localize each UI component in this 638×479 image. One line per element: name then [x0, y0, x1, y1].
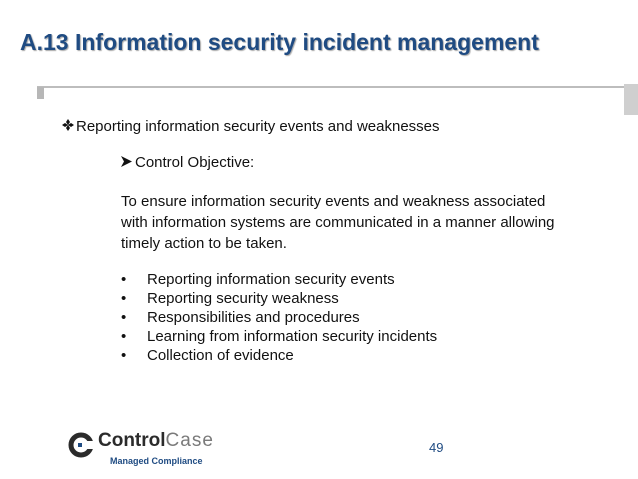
list-item-text: Learning from information security incidents: [147, 328, 438, 345]
heading-bullet: [62, 118, 440, 136]
objective-line: timely action to be taken.: [121, 235, 287, 252]
list-item-text: Collection of evidence: [147, 347, 294, 364]
diamond-cluster-icon: [62, 118, 76, 136]
controlcase-logo: [68, 430, 238, 472]
list-item: [121, 270, 591, 289]
bullet-dot: •: [121, 347, 127, 364]
list-item-text: Responsibilities and procedures: [147, 309, 360, 326]
list-item: [121, 308, 591, 327]
logo-wordmark: [98, 430, 214, 452]
bullet-dot: •: [121, 309, 127, 326]
list-item: [121, 327, 591, 346]
objective-line: with information systems are communicated in a manner allowing: [121, 214, 555, 231]
sub-bullet: [121, 154, 254, 172]
title-rule-tick: [37, 87, 44, 99]
logo-tagline: Managed Compliance: [110, 456, 203, 466]
bullet-dot: •: [121, 290, 127, 307]
arrow-check-icon: [121, 154, 135, 172]
list-item-text: Reporting security weakness: [147, 290, 339, 307]
page-number: 49: [429, 440, 444, 455]
bullet-dot: •: [121, 328, 127, 345]
list-item: [121, 346, 591, 365]
slide-title: A.13 Information security incident management: [20, 29, 539, 55]
objective-line: To ensure information security events and weakness associated: [121, 193, 546, 210]
logo-word-case: Case: [165, 430, 214, 451]
title-rule-end-block: [624, 84, 638, 115]
bullet-dot: •: [121, 271, 127, 288]
list-item-text: Reporting information security events: [147, 271, 395, 288]
title-rule: [37, 86, 638, 88]
logo-word-control: Control: [98, 430, 166, 451]
sub-bullet-text: Control Objective:: [135, 154, 255, 171]
objective-paragraph: [121, 191, 611, 254]
control-list: [121, 270, 591, 365]
logo-mark-icon: [68, 432, 96, 458]
list-item: [121, 289, 591, 308]
heading-bullet-text: Reporting information security events and weaknesses: [76, 118, 440, 135]
